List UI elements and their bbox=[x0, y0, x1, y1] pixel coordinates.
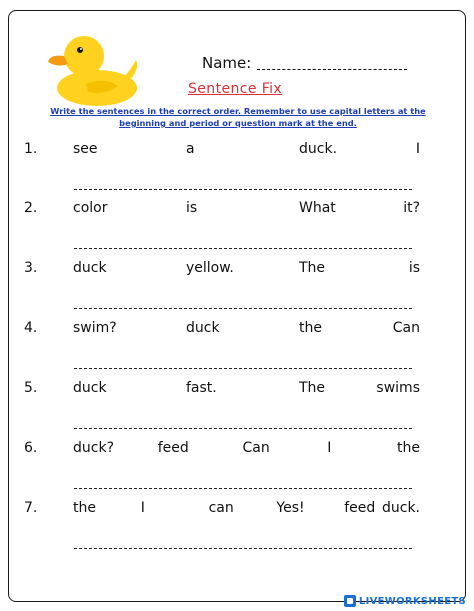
exercise-number: 5. bbox=[24, 380, 38, 396]
scrambled-word: I bbox=[140, 500, 145, 516]
scrambled-word: the bbox=[73, 500, 96, 516]
scrambled-word: feed bbox=[344, 500, 376, 516]
answer-line[interactable] bbox=[74, 368, 412, 369]
exercise-number: 6. bbox=[24, 440, 38, 456]
exercise-row bbox=[24, 440, 420, 460]
answer-line[interactable] bbox=[74, 428, 412, 429]
scrambled-word: duck bbox=[186, 320, 220, 336]
exercise-row bbox=[24, 380, 420, 400]
instructions: Write the sentences in the correct order. Remember to use capital letters at the beginning and period or question mark at the end. bbox=[50, 106, 426, 128]
worksheet-title: Sentence Fix bbox=[188, 81, 283, 97]
answer-line[interactable] bbox=[74, 189, 412, 190]
name-answer-line[interactable] bbox=[257, 69, 407, 70]
scrambled-word: the bbox=[299, 320, 322, 336]
exercise-number: 7. bbox=[24, 500, 38, 516]
scrambled-word: duck. bbox=[381, 500, 420, 516]
scrambled-word: is bbox=[408, 260, 420, 276]
answer-line[interactable] bbox=[74, 548, 412, 549]
scrambled-word: duck bbox=[73, 260, 107, 276]
scrambled-word: The bbox=[299, 260, 326, 276]
exercise-row bbox=[24, 260, 420, 280]
scrambled-word: see bbox=[73, 141, 98, 157]
scrambled-word: Can bbox=[242, 440, 270, 456]
scrambled-word: duck. bbox=[299, 141, 338, 157]
exercise-number: 2. bbox=[24, 200, 38, 216]
scrambled-word: Yes! bbox=[276, 500, 305, 516]
scrambled-word: I bbox=[327, 440, 332, 456]
scrambled-word: Can bbox=[392, 320, 420, 336]
scrambled-word: duck? bbox=[73, 440, 114, 456]
exercise-number: 4. bbox=[24, 320, 38, 336]
brand-text: LIVEWORKSHEETS bbox=[358, 595, 466, 607]
footer-brand bbox=[344, 593, 466, 609]
scrambled-word: I bbox=[415, 141, 420, 157]
name-row bbox=[202, 54, 407, 72]
scrambled-word: can bbox=[208, 500, 234, 516]
scrambled-word: it? bbox=[403, 200, 420, 216]
scrambled-word: yellow. bbox=[186, 260, 234, 276]
scrambled-word: duck bbox=[73, 380, 107, 396]
scrambled-word: is bbox=[186, 200, 198, 216]
scrambled-word: swim? bbox=[73, 320, 117, 336]
scrambled-word: fast. bbox=[186, 380, 217, 396]
exercise-row bbox=[24, 141, 420, 161]
exercise-row bbox=[24, 200, 420, 220]
liveworksheets-logo-icon bbox=[344, 595, 356, 607]
scrambled-word: The bbox=[299, 380, 326, 396]
scrambled-word: color bbox=[73, 200, 108, 216]
exercise-number: 3. bbox=[24, 260, 38, 276]
answer-line[interactable] bbox=[74, 488, 412, 489]
answer-line[interactable] bbox=[74, 308, 412, 309]
scrambled-word: swims bbox=[376, 380, 420, 396]
scrambled-word: a bbox=[186, 141, 195, 157]
exercise-row bbox=[24, 320, 420, 340]
exercise-number: 1. bbox=[24, 141, 38, 157]
duck-image bbox=[42, 30, 142, 110]
answer-line[interactable] bbox=[74, 248, 412, 249]
scrambled-word: the bbox=[397, 440, 420, 456]
scrambled-word: feed bbox=[157, 440, 189, 456]
name-label: Name: bbox=[202, 54, 252, 72]
exercise-row bbox=[24, 500, 420, 520]
scrambled-word: What bbox=[299, 200, 336, 216]
